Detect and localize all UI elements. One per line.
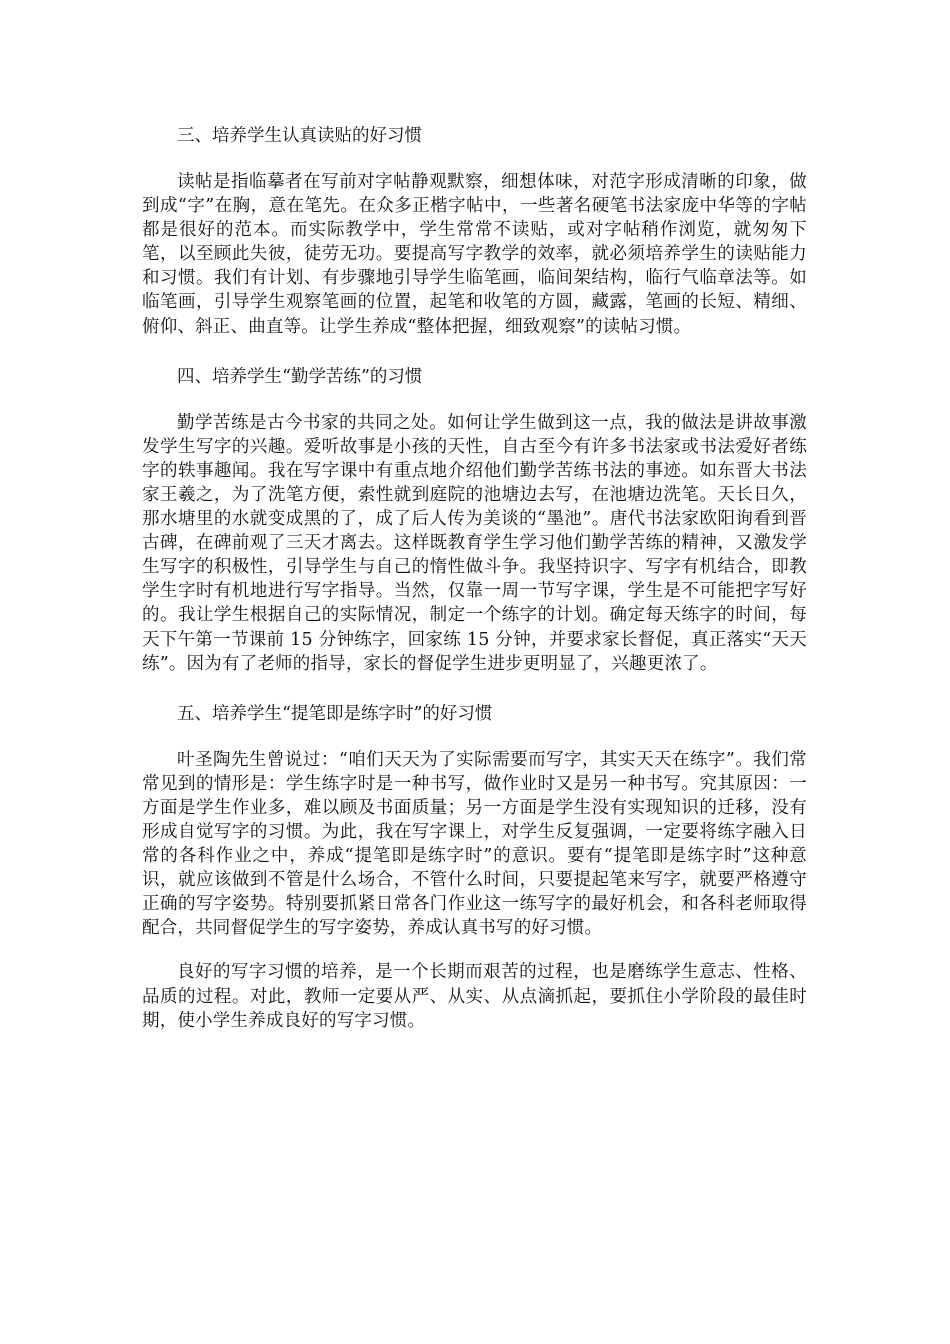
spacer	[142, 940, 807, 960]
section-heading-3: 三、培养学生认真读贴的好习惯	[177, 126, 422, 146]
section-heading-5: 五、培养学生“提笔即是练字时”的好习惯	[177, 703, 493, 724]
conclusion-paragraph: 良好的写字习惯的培养，是一个长期而艰苦的过程，也是磨练学生意志、性格、品质的过程。对此，教师一定要从严、从实、从点滴抓起，要抓住小学阶段的最佳时期，使小学生养成良好的写字习惯。	[142, 962, 807, 1031]
section-paragraph-4: 勤学苦练是古今书家的共同之处。如何让学生做到这一点，我的做法是讲故事激发学生写字的兴趣。爱听故事是小孩的天性，自古至今有许多书法家或书法爱好者练字的轶事趣闻。我在写字课中有重点地介绍他们勤学苦练书法的事迹。如东晋大书法家王羲之，为了洗笔方便，索性就到庭院的池塘边去写，在池塘边洗笔。天长日久，那水塘里的水就变成黑的了，成了后人传为美谈的“墨池”。唐代书法家欧阳询看到晋古碑，在碑前观了三天才离去。这样既教育学生学习他们勤学苦练的精神，又激发学生写字的积极性，引导学生与自己的惰性做斗争。我坚持识字、写字有机结合，即教学生字时有机地进行写字指导。当然，仅靠一周一节写字课，学生是不可能把字写好的。我让学生根据自己的实际情况，制定一个练字的计划。确定每天练字的时间，每天下午第一节课前 15 分钟练字，回家练 15 分钟，并要求家长督促，真正落实“天天练”。因为有了老师的指导，家长的督促学生进步更明显了，兴趣更浓了。	[142, 412, 807, 674]
spacer	[142, 339, 807, 359]
section-paragraph-5: 叶圣陶先生曾说过：“咱们天天为了实际需要而写字，其实天天在练字”。我们常常见到的情形是：学生练字时是一种书写，做作业时又是另一种书写。究其原因：一方面是学生作业多，难以顾及书面质量；另一方面是学生没有实现知识的迁移，没有形成自觉写字的习惯。为此，我在写字课上，对学生反复强调，一定要将练字融入日常的各科作业之中，养成“提笔即是练字时”的意识。要有“提笔即是练字时”这种意识，就应该做到不管是什么场合，不管什么时间，只要提起笔来写字，就要严格遵守正确的写字姿势。特别要抓紧日常各门作业这一练写字的最好机会，和各科老师取得配合，共同督促学生的写字姿势，养成认真书写的好习惯。	[142, 749, 807, 939]
spacer	[142, 732, 807, 748]
spacer	[142, 395, 807, 411]
spacer	[142, 154, 807, 170]
document-page	[142, 118, 807, 1033]
section-heading-4: 四、培养学生“勤学苦练”的习惯	[177, 366, 423, 387]
spacer	[142, 676, 807, 696]
section-paragraph-3: 读帖是指临摹者在写前对字帖静观默察，细想体味，对范字形成清晰的印象，做到成“字”在胸，意在笔先。在众多正楷字帖中，一些著名硬笔书法家庞中华等的字帖都是很好的范本。而实际教学中，学生常常不读贴，或对字帖稍作浏览，就匆匆下笔，以至顾此失彼，徒劳无功。要提高写字教学的效率，就必须培养学生的读贴能力和习惯。我们有计划、有步骤地引导学生临笔画，临间架结构，临行气临章法等。如临笔画，引导学生观察笔画的位置，起笔和收笔的方圆，藏露，笔画的长短、精细、俯仰、斜正、曲直等。让学生养成“整体把握，细致观察”的读帖习惯。	[142, 172, 807, 337]
